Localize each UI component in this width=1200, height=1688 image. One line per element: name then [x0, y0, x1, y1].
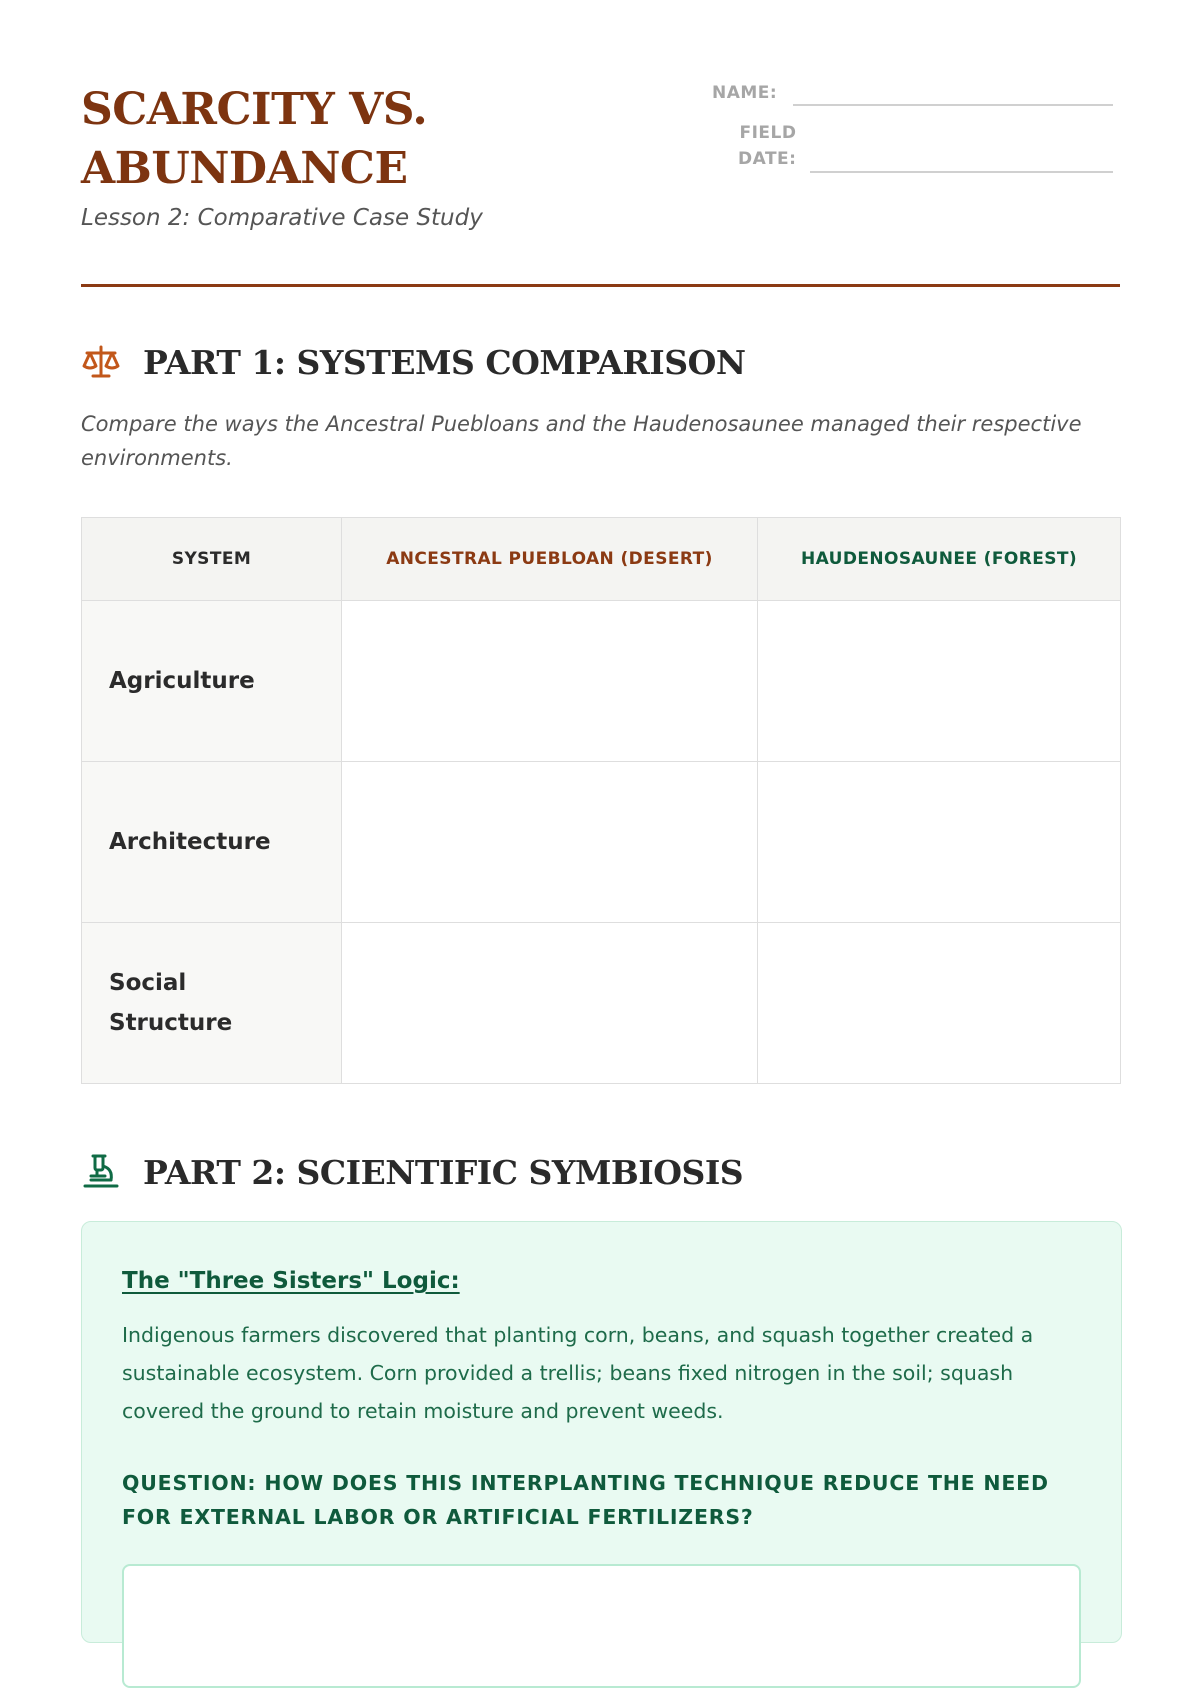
column-header-forest: HAUDENOSAUNEE (FOREST) — [758, 518, 1121, 601]
row-label-architecture: Architecture — [82, 762, 342, 923]
worksheet-page — [81, 0, 1120, 1529]
answer-cell-desert-architecture[interactable] — [342, 762, 758, 923]
microscope-icon — [81, 1152, 121, 1192]
systems-comparison-table — [81, 517, 1121, 1084]
answer-cell-desert-social-structure[interactable] — [342, 923, 758, 1084]
table-row — [82, 923, 1121, 1084]
part-1-heading — [81, 342, 745, 382]
column-header-desert: ANCESTRAL PUEBLOAN (DESERT) — [342, 518, 758, 601]
page-title — [81, 80, 521, 198]
table-row — [82, 601, 1121, 762]
callout-body: Indigenous farmers discovered that planting corn, beans, and squash together created a sustainable ecosystem. Corn provided a trellis; beans fixed nitrogen in the soil; squash covered the ground to retain moisture and prevent weeds. — [122, 1323, 1034, 1423]
lesson-subtitle: Lesson 2: Comparative Case Study — [81, 205, 483, 231]
answer-cell-forest-agriculture[interactable] — [758, 601, 1121, 762]
column-header-system: SYSTEM — [82, 518, 342, 601]
part-1-instructions: Compare the ways the Ancestral Puebloans and the Haudenosaunee managed their respective environments. — [81, 412, 1082, 470]
question-answer-box[interactable] — [122, 1564, 1081, 1688]
scale-icon — [81, 342, 121, 382]
table-header-row — [82, 518, 1121, 601]
name-label: NAME: — [712, 83, 778, 103]
title-line-1: SCARCITY VS. — [81, 84, 428, 135]
field-date-label — [738, 120, 796, 172]
row-label-agriculture: Agriculture — [82, 601, 342, 762]
answer-cell-forest-architecture[interactable] — [758, 762, 1121, 923]
table-row — [82, 762, 1121, 923]
three-sisters-callout — [81, 1221, 1122, 1643]
callout-question: QUESTION: HOW DOES THIS INTERPLANTING TECHNIQUE REDUCE THE NEED FOR EXTERNAL LABOR OR ARTIFICIAL FERTILIZERS? — [122, 1471, 1049, 1529]
field-date-label-line-1: FIELD — [739, 123, 797, 143]
title-line-2: ABUNDANCE — [81, 143, 408, 194]
part-1-title: PART 1: SYSTEMS COMPARISON — [143, 342, 746, 382]
worksheet-header — [81, 0, 1120, 287]
answer-cell-forest-social-structure[interactable] — [758, 923, 1121, 1084]
row-label-social-structure: Social Structure — [82, 923, 342, 1084]
name-field[interactable] — [793, 104, 1113, 106]
part-2-heading — [81, 1152, 743, 1192]
field-date-label-line-2: DATE: — [738, 149, 797, 169]
part-2-title: PART 2: SCIENTIFIC SYMBIOSIS — [143, 1152, 744, 1192]
callout-title: The "Three Sisters" Logic: — [122, 1268, 460, 1294]
answer-cell-desert-agriculture[interactable] — [342, 601, 758, 762]
field-date-field[interactable] — [810, 171, 1113, 173]
